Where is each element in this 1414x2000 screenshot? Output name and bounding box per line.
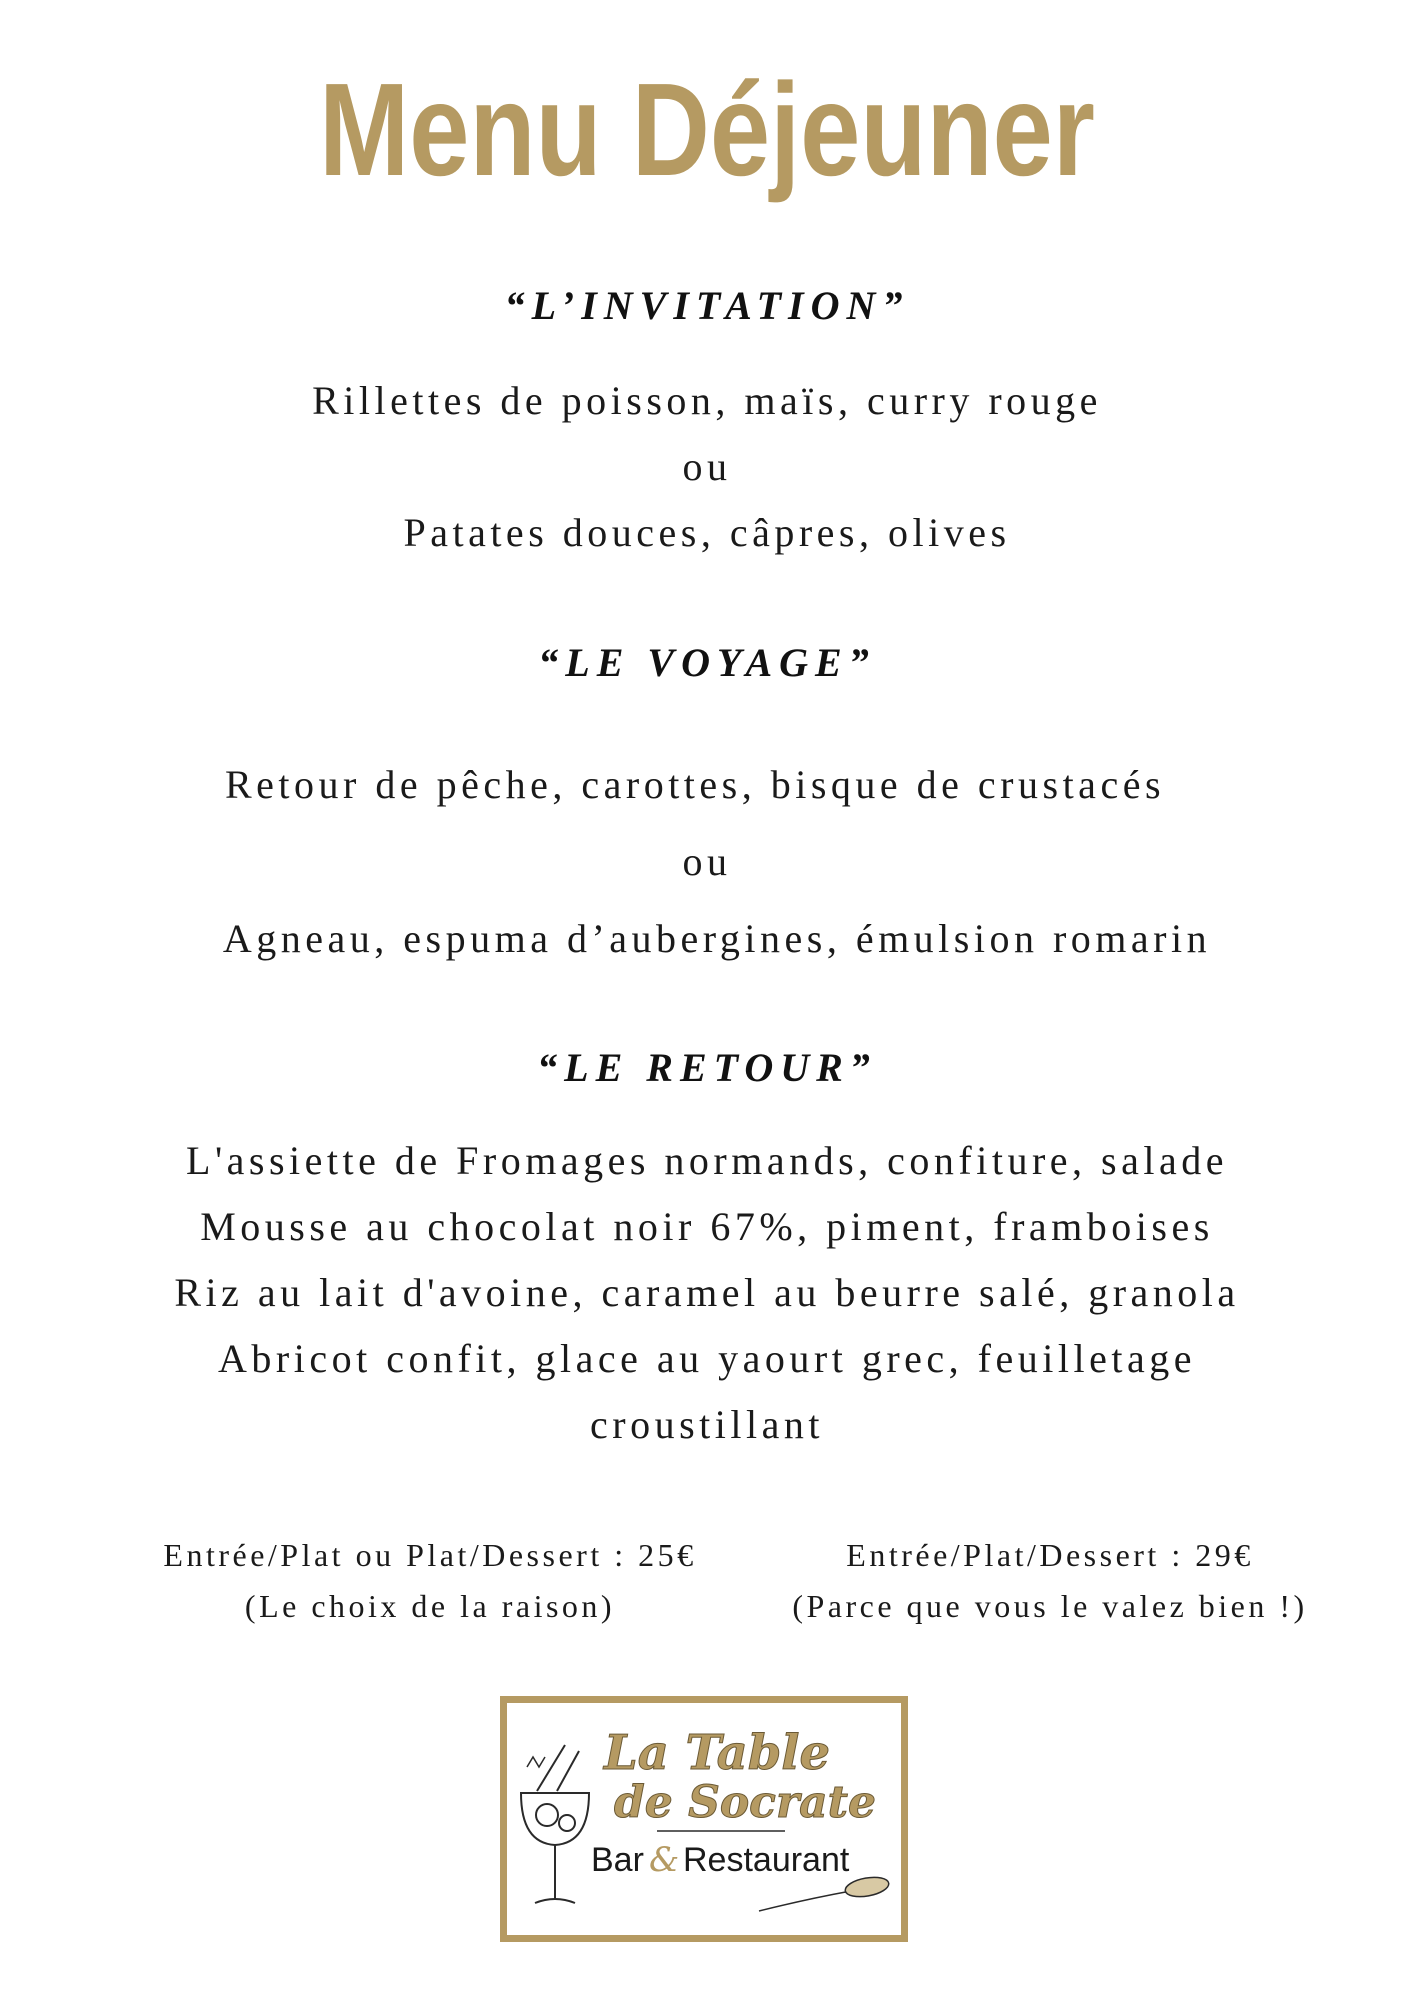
- logo-bar: Bar: [591, 1841, 644, 1879]
- formula-note: (Parce que vous le valez bien !): [792, 1588, 1308, 1624]
- cocktail-glass-icon: [521, 1745, 589, 1903]
- formula-left: [110, 1530, 750, 1632]
- section-heading-voyage: “LE VOYAGE”: [538, 640, 876, 685]
- section-dishes-invitation: [0, 368, 1414, 566]
- dish-line: L'assiette de Fromages normands, confiture, salade: [186, 1138, 1228, 1183]
- dish-separator: ou: [682, 444, 732, 489]
- section-dishes-retour: [0, 1128, 1414, 1458]
- logo-ampersand: &: [649, 1840, 680, 1880]
- logo-line2: de Socrate: [613, 1777, 877, 1828]
- section-dishes-voyage: [0, 746, 1414, 977]
- section-heading-invitation: “L’INVITATION”: [504, 283, 910, 328]
- logo-line1: La Table: [603, 1725, 831, 1781]
- dish-line: Mousse au chocolat noir 67%, piment, framboises: [200, 1204, 1214, 1249]
- logo-restaurant: Restaurant: [683, 1841, 850, 1879]
- dish-separator: ou: [682, 839, 732, 884]
- formula-label: Entrée/Plat/Dessert : 29€: [846, 1537, 1254, 1573]
- dish-line: Abricot confit, glace au yaourt grec, feuilletage: [218, 1336, 1196, 1381]
- dish-line: Rillettes de poisson, maïs, curry rouge: [312, 378, 1102, 423]
- section-heading-retour: “LE RETOUR”: [537, 1045, 877, 1090]
- dish-line: Riz au lait d'avoine, caramel au beurre salé, granola: [174, 1270, 1240, 1315]
- page-title: Menu Déjeuner: [319, 56, 1095, 203]
- dish-line: croustillant: [590, 1402, 824, 1447]
- spoon-icon: [759, 1874, 890, 1911]
- restaurant-logo: [500, 1696, 908, 1942]
- logo-artwork: [507, 1703, 901, 1935]
- formula-label: Entrée/Plat ou Plat/Dessert : 25€: [163, 1537, 697, 1573]
- dish-line: Agneau, espuma d’aubergines, émulsion romarin: [222, 916, 1212, 961]
- dish-line: Retour de pêche, carottes, bisque de crustacés: [224, 762, 1166, 807]
- formula-right: [750, 1530, 1350, 1632]
- dish-line: Patates douces, câpres, olives: [403, 510, 1011, 555]
- formula-note: (Le choix de la raison): [244, 1588, 616, 1624]
